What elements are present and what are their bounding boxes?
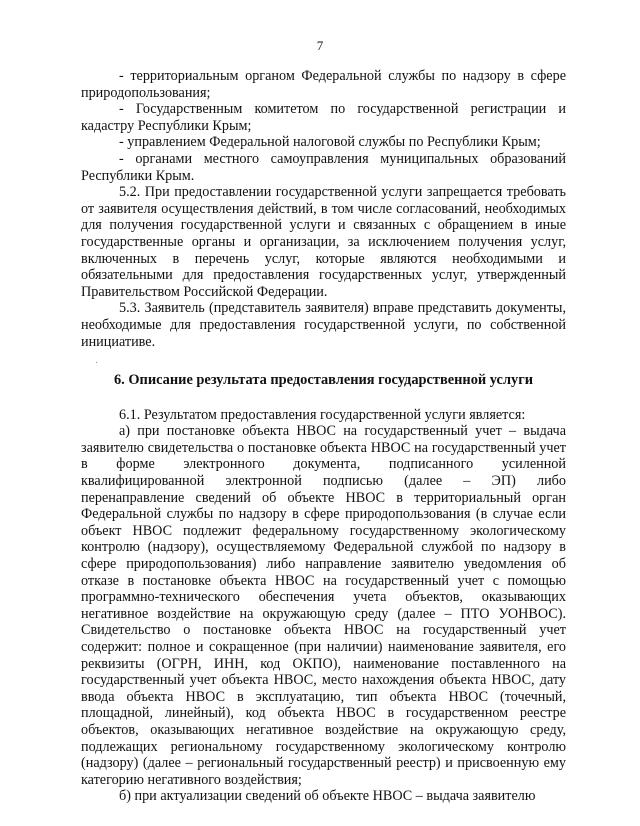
paragraph-6-1-b: б) при актуализации сведений об объекте НВОС – выдача заявителю	[119, 788, 536, 805]
page-number: 7	[316, 38, 324, 53]
paragraph-6-1-a: а) при постановке объекта НВОС на государственный учет – выдача заявителю свидетельства о постановке объекта НВОС на государственный учет в форме электронного документа, подписанного усиленной квалифицированной электронной подписью (далее – ЭП) либо перенаправление сведений об объекте НВОС в территориальный орган Федеральной службы по надзору в сфере природопользования (в случае если объект НВОС подлежит федеральному государственному экологическому контролю (надзору), осуществляемому Федеральной службой по надзору в сфере природопользования) либо направление заявителю уведомления об отказе в постановке объекта НВОС на государственный учет с помощью программно-технического обеспечения учета объектов, оказывающих негативное воздействие на окружающую среду (далее – ПТО УОНВОС). Свидетельство о постановке объекта НВОС на государственный учет содержит: полное и сокращенное (при наличии) наименование заявителя, его реквизиты (ОГРН, ИНН, код ОКПО), наименование поставленного на государственный учет объекта НВОС, место нахождения объекта НВОС, дату ввода объекта НВОС в эксплуатацию, тип объекта НВОС (точечный, площадной, линейный), код объекта НВОС в государственном реестре объектов, оказывающих негативное воздействие на окружающую среду, подлежащих региональному государственному экологическому контролю (надзору) (далее – региональный государственный реестр) и присвоенную ему категорию негативного воздействия;	[81, 423, 566, 788]
paragraph-5-3: 5.3. Заявитель (представитель заявителя) вправе представить документы, необходимые для предоставления государственной услуги, по собственной инициативе.	[81, 300, 566, 350]
paragraph-6-1: 6.1. Результатом предоставления государственной услуги является:	[119, 406, 526, 423]
section-heading: 6. Описание результата предоставления государственной услуги	[113, 372, 534, 389]
list-item-fns: - управлением Федеральной налоговой службы по Республики Крым;	[119, 134, 541, 151]
document-body	[81, 68, 566, 805]
list-item-goskomregistr: - Государственным комитетом по государственной регистрации и кадастру Республики Крым;	[81, 101, 566, 134]
paragraph-5-2: 5.2. При предоставлении государственной услуги запрещается требовать от заявителя осуществления действий, в том числе согласований, необходимых для получения государственной услуги и связанных с обращением в иные государственные органы и организации, за исключением получения услуг, включенных в перечень услуг, которые являются необходимыми и обязательными для предоставления государственных услуг, утвержденный Правительством Российской Федерации.	[81, 184, 566, 300]
list-item-rosprirodnadzor: - территориальным органом Федеральной службы по надзору в сфере природопользования;	[81, 68, 566, 101]
list-item-local-government: - органами местного самоуправления муниципальных образований Республики Крым.	[81, 150, 566, 184]
margin-mark: ·	[95, 358, 99, 369]
